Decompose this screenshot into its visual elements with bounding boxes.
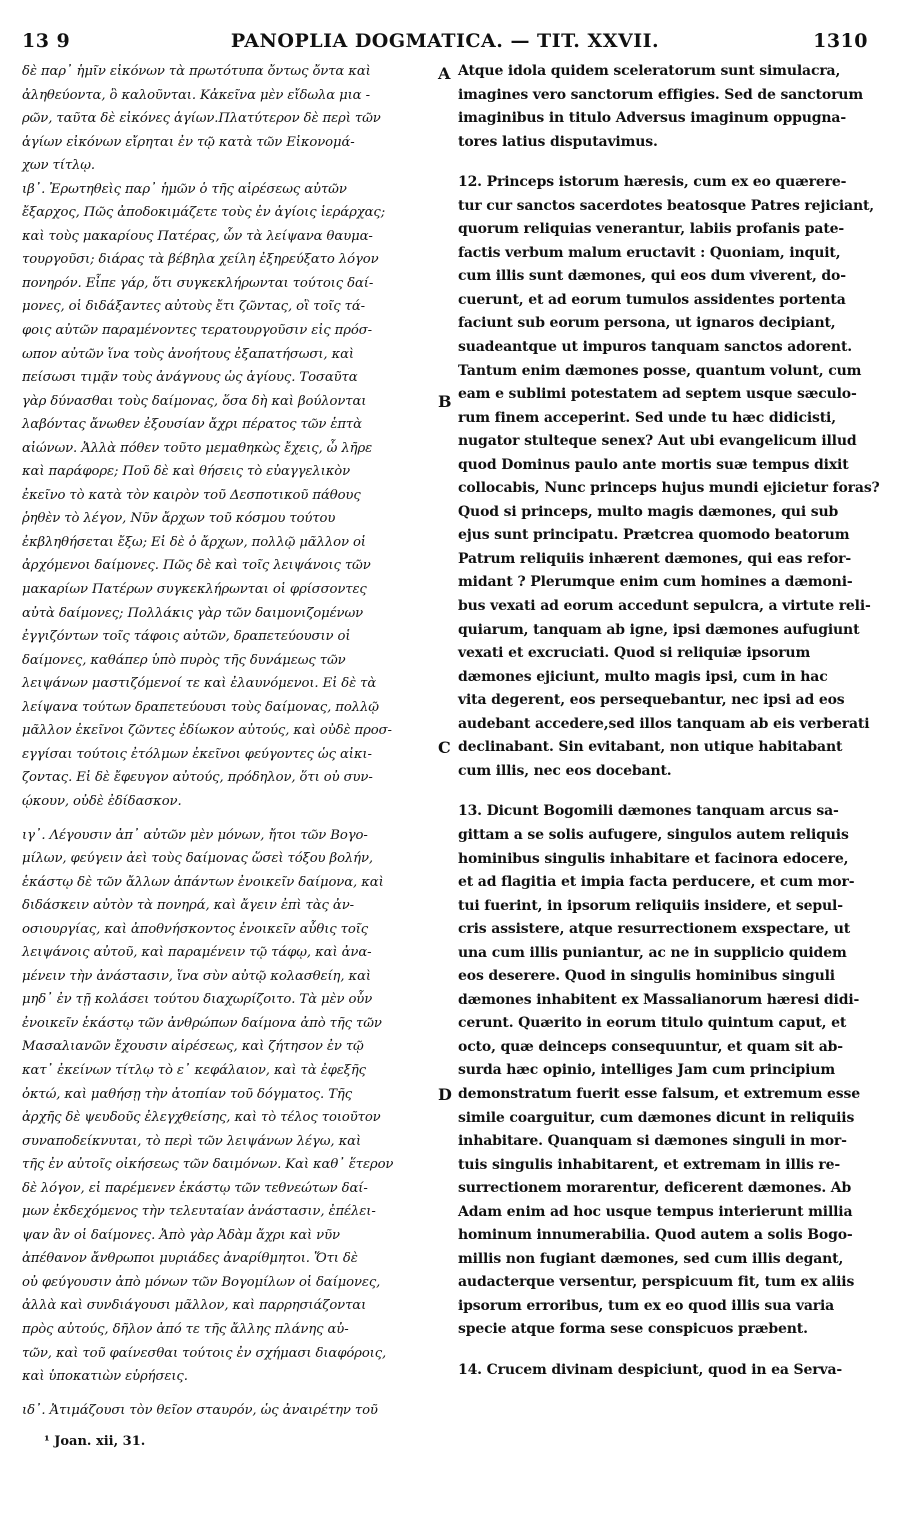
text-line: λειψάνοις αὐτοῦ, καὶ παραμένειν τῷ τάφῳ, καὶ ἀνα-	[22, 945, 372, 961]
footnote: ¹ Joan. xii, 31.	[44, 1434, 146, 1449]
margin-letter-a: A	[438, 64, 451, 83]
text-line: αἰώνων. Ἀλλὰ πόθεν τοῦτο μεμαθηκὼς ἔχεις, ὦ λῆρε	[22, 440, 373, 456]
text-line: declinabant. Sin evitabant, non utique habitabant	[458, 739, 843, 756]
text-line: ἐγγιζόντων τοῖς τάφοις αὐτῶν, δραπετεύουσιν οἱ	[22, 629, 351, 645]
text-line: surda hæc opinio, intelliges Jam cum principium	[458, 1062, 836, 1079]
text-line: tui fuerint, in ipsorum reliquiis insidere, et sepul-	[458, 897, 843, 914]
text-line: γὰρ δύνασθαι τοὺς δαίμονας, ὅσα δὴ καὶ βούλονται	[22, 393, 367, 409]
margin-letter-d: D	[438, 1085, 452, 1104]
text-line: καὶ τοὺς μακαρίους Πατέρας, ὧν τὰ λείψανα θαυμα-	[22, 228, 373, 244]
text-line: ipsorum erroribus, tum ex eo quod illis sua varia	[458, 1297, 835, 1314]
text-line: et ad flagitia et impia facta perducere, et cum mor-	[458, 874, 855, 891]
text-line: audebant accedere,sed illos tanquam ab eis verberati	[458, 715, 870, 732]
text-line: καὶ ὑποκατιὼν εὑρήσεις.	[22, 1369, 188, 1385]
text-line: dæmones inhabitent ex Massalianorum hæresi didi-	[458, 991, 860, 1008]
text-line: simile coarguitur, cum dæmones dicunt in reliquiis	[458, 1109, 855, 1126]
text-line: surrectionem morarentur, deficerent dæmones. Ab	[458, 1180, 852, 1197]
text-line: τῶν, καὶ τοῦ φαίνεσθαι τούτοις ἐν σχήμασι διαφόροις,	[22, 1345, 387, 1361]
text-line: imagines vero sanctorum effigies. Sed de sanctorum	[458, 86, 863, 103]
text-line: quorum reliquias venerantur, labiis profanis pate-	[458, 221, 845, 238]
text-line: demonstratum fuerit esse falsum, et extremum esse	[458, 1085, 860, 1102]
text-line: suadeantque ut impuros tanquam sanctos adorent.	[458, 339, 852, 356]
text-line: οσιουργίας, καὶ ἀποθνήσκοντος ἐνοικεῖν αὖθις τοῖς	[22, 921, 369, 937]
text-line: bus vexati ad eorum accedunt sepulcra, a virtute reli-	[458, 598, 871, 615]
text-line: εγγίσαι τούτοις ἐτόλμων ἐκεῖνοι φεύγοντες ὡς αἰκι-	[22, 746, 372, 762]
text-line: 14. Crucem divinam despiciunt, quod in ea Serva-	[458, 1361, 843, 1378]
text-line: δὲ παρ᾽ ἡμῖν εἰκόνων τὰ πρωτότυπα ὄντως ὄντα καὶ	[22, 64, 371, 79]
text-line: hominum innumerabilia. Quod autem a solis Bogo-	[458, 1227, 853, 1244]
text-line: ejus sunt principatu. Prætcrea quomodo beatorum	[458, 527, 850, 544]
latin-paragraph	[458, 171, 880, 783]
text-line: eos deserere. Quod in singulis hominibus singuli	[458, 968, 835, 985]
text-line: ιδ᾽. Ἀτιμάζουσι τὸν θεῖον σταυρόν, ὡς ἀναιρέτην τοῦ	[22, 1402, 378, 1418]
text-line: ψαν ἂν οἱ δαίμονες. Ἀπὸ γὰρ Ἀδὰμ ἄχρι καὶ νῦν	[22, 1227, 340, 1243]
text-line: τουργοῦσι; διάρας τὰ βέβηλα χείλη ἐξηρεύξατο λόγον	[22, 252, 379, 268]
text-line: dæmones ejiciunt, multo magis ipsi, cum in hac	[458, 668, 828, 685]
text-line: δαίμονες, καθάπερ ὑπὸ πυρὸς τῆς δυνάμεως τῶν	[22, 652, 346, 668]
text-line: cum illis sunt dæmones, qui eos dum viverent, do-	[458, 268, 846, 285]
text-line: αὐτὰ δαίμονες; Πολλάκις γὰρ τῶν δαιμονιζομένων	[22, 605, 364, 621]
text-line: τῆς ἐν αὐτοῖς οἰκήσεως τῶν δαιμόνων. Καὶ καθ᾽ ἕτερον	[22, 1157, 394, 1173]
greek-paragraph	[22, 824, 434, 1389]
text-line: ἐκβληθήσεται ἔξω; Εἰ δὲ ὁ ἄρχων, πολλῷ μᾶλλον οἱ	[22, 534, 366, 550]
text-line: μακαρίων Πατέρων συγκεκλήρωνται οἱ φρίσσοντες	[22, 582, 367, 598]
text-line: ρῶν, ταῦτα δὲ εἰκόνες ἁγίων.Πλατύτερον δὲ περὶ τῶν	[22, 111, 381, 127]
text-line: rum finem acceperint. Sed unde tu hæc didicisti,	[458, 409, 836, 426]
text-line: cum illis, nec eos docebant.	[458, 762, 672, 779]
greek-paragraph	[22, 1399, 434, 1423]
text-line: imaginibus in titulo Adversus imaginum oppugna-	[458, 110, 846, 127]
text-line: tuis singulis inhabitarent, et extremam in illis re-	[458, 1156, 841, 1173]
text-line: δὲ λόγον, εἰ παρέμενεν ἑκάστῳ τῶν τεθνεώτων δαί-	[22, 1180, 368, 1196]
text-line: Adam enim ad hoc usque tempus interierunt millia	[458, 1203, 853, 1220]
greek-column	[22, 60, 434, 1422]
text-line: collocabis, Nunc princeps hujus mundi ejicietur foras?	[458, 480, 880, 497]
text-line: tores latius disputavimus.	[458, 133, 658, 150]
margin-letter-b: B	[438, 392, 452, 411]
text-line: ζοντας. Εἰ δὲ ἔφευγον αὐτούς, πρόδηλον, ὅτι οὐ συν-	[22, 770, 373, 786]
text-line: nugator stulteque senex? Aut ubi evangelicum illud	[458, 433, 857, 450]
text-line: λείψανα τούτων δραπετεύουσι τοὺς δαίμονας, πολλῷ	[22, 699, 379, 715]
text-line: octo, quæ deinceps consequuntur, et quam sit ab-	[458, 1038, 843, 1055]
latin-paragraph	[458, 800, 868, 1342]
latin-paragraph	[458, 60, 868, 154]
text-line: inhabitare. Quanquam si dæmones singuli in mor-	[458, 1133, 847, 1150]
text-line: πονηρόν. Εἶπε γάρ, ὅτι συγκεκλήρωνται τούτοις δαί-	[22, 275, 374, 291]
text-line: ιγ᾽. Λέγουσιν ἀπ᾽ αὐτῶν μὲν μόνων, ἤτοι τῶν Βογο-	[22, 827, 368, 843]
text-line: hominibus singulis inhabitare et facinora edocere,	[458, 850, 849, 867]
text-line: ἀπέθανον ἄνθρωποι μυριάδες ἀναρίθμητοι. Ὅτι δὲ	[22, 1251, 358, 1267]
text-line: μίλων, φεύγειν ἀεὶ τοὺς δαίμονας ὥσεὶ τόξου βολήν,	[22, 851, 373, 867]
text-line: ἐνοικεῖν ἑκάστῳ τῶν ἀνθρώπων δαίμονα ἀπὸ τῆς τῶν	[22, 1015, 382, 1031]
latin-paragraph	[458, 1359, 868, 1383]
text-line: specie atque forma sese conspicuos præbent.	[458, 1321, 808, 1338]
text-line: vexati et excruciati. Quod si reliquiæ ipsorum	[458, 645, 811, 662]
text-line: ἔξαρχος, Πῶς ἀποδοκιμάζετε τοὺς ἐν ἁγίοις ἱεράρχας;	[22, 205, 386, 221]
text-line: midant ? Plerumque enim cum homines a dæmoni-	[458, 574, 853, 591]
text-line: μηδ᾽ ἐν τῇ κολάσει τούτου διαχωρίζοιτο. Τὰ μὲν οὖν	[22, 992, 373, 1008]
text-line: ἀλλὰ καὶ συνδιάγουσι μᾶλλον, καὶ παρρησιάζονται	[22, 1298, 367, 1314]
text-line: vita degerent, eos persequebantur, nec ipsi ad eos	[458, 692, 845, 709]
margin-letter-c: C	[438, 738, 451, 757]
text-line: 13. Dicunt Bogomili dæmones tanquam arcus sa-	[458, 803, 839, 820]
text-line: Atque idola quidem sceleratorum sunt simulacra,	[458, 63, 841, 79]
text-line: gittam a se solis aufugere, singulos autem reliquis	[458, 826, 849, 843]
text-line: ἁγίων εἰκόνων εἴρηται ἐν τῷ κατὰ τῶν Εἰκονομά-	[22, 134, 355, 150]
text-line: quiarum, tanquam ab igne, ipsi dæmones aufugiunt	[458, 621, 860, 638]
text-line: Patrum reliquiis inhærent dæmones, qui eas refor-	[458, 550, 852, 567]
text-line: ιβ᾽. Ἐρωτηθεὶς παρ᾽ ἡμῶν ὁ τῆς αἱρέσεως αὐτῶν	[22, 181, 347, 197]
text-line: Μασαλιανῶν ἔχουσιν αἱρέσεως, καὶ ζήτησον ἐν τῷ	[22, 1039, 364, 1055]
text-line: συναποδείκνυται, τὸ περὶ τῶν λειψάνων λέγω, καὶ	[22, 1133, 362, 1149]
text-line: πείσωσι τιμᾷν τοὺς ἀνάγνους ὡς ἁγίους. Τοσαῦτα	[22, 370, 358, 386]
text-line: διδάσκειν αὐτὸν τὰ πονηρά, καὶ ἄγειν ἐπὶ τὰς ἀν-	[22, 898, 355, 914]
text-line: λειψάνων μαστιζόμενοί τε καὶ ἐλαυνόμενοι. Εἰ δὲ τὰ	[22, 676, 377, 692]
text-line: ἀρχόμενοι δαίμονες. Πῶς δὲ καὶ τοῖς λειψάνοις τῶν	[22, 558, 371, 574]
latin-column	[458, 60, 880, 1383]
right-page-number: 1310	[813, 30, 868, 52]
text-line: χων τίτλῳ.	[22, 158, 96, 174]
text-line: καὶ παράφορε; Ποῦ δὲ καὶ θήσεις τὸ εὐαγγελικὸν	[22, 464, 351, 480]
text-line: ἀρχῆς δὲ ψευδοῦς ἐλεγχθείσης, καὶ τὸ τέλος τοιοῦτον	[22, 1110, 381, 1126]
text-line: λαβόντας ἄνωθεν ἐξουσίαν ἄχρι πέρατος τῶν ἑπτὰ	[22, 417, 362, 433]
text-line: ὀκτώ, καὶ μαθήσῃ τὴν ἀτοπίαν τοῦ δόγματος. Τῆς	[22, 1086, 353, 1102]
text-line: faciunt sub eorum persona, ut ignaros decipiant,	[458, 315, 836, 332]
text-line: tur cur sanctos sacerdotes beatosque Patres rejiciant,	[458, 197, 875, 214]
text-line: φοις αὐτῶν παραμένοντες τερατουργοῦσιν εἰς πρόσ-	[22, 323, 373, 339]
text-line: πρὸς αὐτούς, δῆλον ἀπό τε τῆς ἄλλης πλάνης αὐ-	[22, 1321, 349, 1337]
text-line: cuerunt, et ad eorum tumulos assidentes portenta	[458, 291, 846, 308]
text-line: factis verbum malum eructavit : Quoniam, inquit,	[458, 244, 841, 261]
running-header	[22, 30, 868, 58]
text-line: μονες, οἱ διδάξαντες αὐτοὺς ἔτι ζῶντας, οἳ τοῖς τά-	[22, 299, 365, 315]
running-title: PANOPLIA DOGMATICA. — TIT. XXVII.	[230, 30, 660, 52]
text-line: οὐ φεύγουσιν ἀπὸ μόνων τῶν Βογομίλων οἱ δαίμονες,	[22, 1274, 381, 1290]
text-line: ωπον αὐτῶν ἵνα τοὺς ἀνοήτους ἐξαπατήσωσι, καὶ	[22, 346, 355, 362]
text-line: cris assistere, atque resurrectionem exspectare, ut	[458, 921, 851, 938]
text-line: μων ἐκδεχόμενος τὴν τελευταίαν ἀνάστασιν, ἐπέλει-	[22, 1204, 376, 1220]
text-line: ἐκεῖνο τὸ κατὰ τὸν καιρὸν τοῦ Δεσποτικοῦ πάθους	[22, 487, 361, 503]
text-line: Tantum enim dæmones posse, quantum volunt, cum	[458, 362, 862, 379]
left-page-number: 13 9	[22, 30, 71, 52]
text-line: μένειν τὴν ἀνάστασιν, ἵνα σὺν αὐτῷ κολασθείη, καὶ	[22, 968, 371, 984]
text-line: Quod si princeps, multo magis dæmones, qui sub	[458, 503, 839, 520]
text-line: ἑκάστῳ δὲ τῶν ἄλλων ἁπάντων ἐνοικεῖν δαίμονα, καὶ	[22, 874, 384, 890]
text-line: κατ᾽ ἐκείνων τίτλῳ τὸ ε᾽ κεφάλαιον, καὶ τὰ ἐφεξῆς	[22, 1062, 366, 1078]
text-line: quod Dominus paulo ante mortis suæ tempus dixit	[458, 456, 849, 473]
text-line: cerunt. Quærito in eorum titulo quintum caput, et	[458, 1015, 847, 1032]
text-line: ῥηθὲν τὸ λέγον, Νῦν ἄρχων τοῦ κόσμου τούτου	[22, 511, 336, 527]
greek-paragraph	[22, 178, 434, 814]
text-line: millis non fugiant dæmones, sed cum illis degant,	[458, 1250, 844, 1267]
text-line: 12. Princeps istorum hæresis, cum ex eo quærere-	[458, 174, 847, 191]
text-line: una cum illis puniantur, ac ne in supplicio quidem	[458, 944, 847, 961]
text-line: audacterque versentur, perspicuum fit, tum ex aliis	[458, 1274, 855, 1291]
greek-paragraph	[22, 60, 434, 178]
text-line: ῴκουν, οὐδὲ ἐδίδασκον.	[22, 793, 182, 809]
text-line: μᾶλλον ἐκεῖνοι ζῶντες ἐδίωκον αὐτούς, καὶ οὐδὲ προσ-	[22, 723, 392, 739]
text-line: ἀληθεύοντα, ὃ καλοῦνται. Κἀκεῖνα μὲν εἴδωλα μια -	[22, 87, 370, 103]
text-line: eam e sublimi potestatem ad septem usque sæculo-	[458, 386, 857, 403]
